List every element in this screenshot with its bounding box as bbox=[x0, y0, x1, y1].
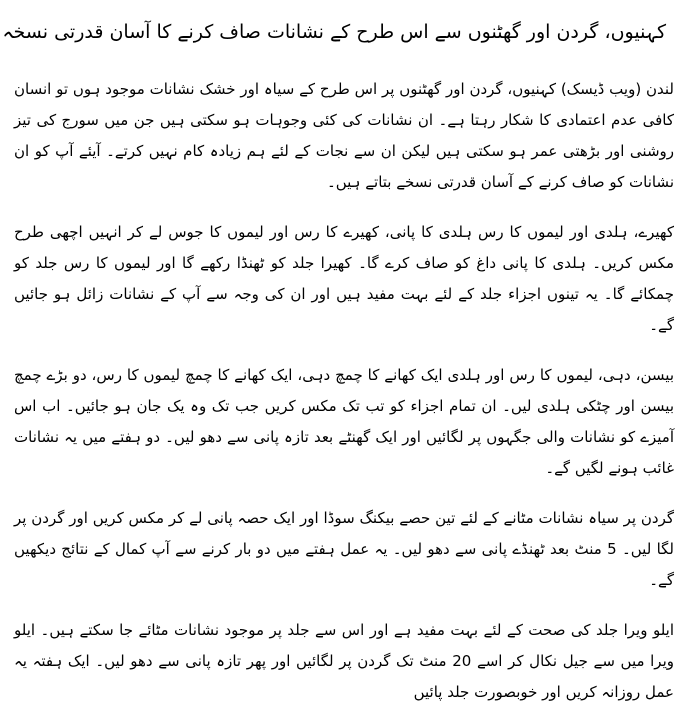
paragraph-cucumber-turmeric-lemon: کھیرے، ہلدی اور لیموں کا رس ہلدی کا پانی، کھیرے کا رس اور لیموں کا جوس لے کر انہیں اچھی طرح مکس کریں۔ ہلدی کا پانی داغ کو صاف کرے گا۔ کھیرا جلد کو ٹھنڈا رکھے گا اور لیموں کا رس جلد کو چمکائے گا۔ یہ تینوں اجزاء جلد کے لئے بہت مفید ہیں اور ان کی وجہ سے آپ کے نشانات زائل ہو جائیں گے۔ bbox=[14, 223, 674, 334]
paragraph-intro: لندن (ویب ڈیسک) کہنیوں، گردن اور گھٹنوں پر اس طرح کے سیاہ اور خشک نشانات موجود ہوں تو انسان کافی عدم اعتمادی کا شکار رہتا ہے۔ ان نشانات کی کئی وجوہات ہو سکتی ہیں جن میں سورج کی تیز روشنی اور بڑھتی عمر ہو سکتی ہیں لیکن ان سے نجات کے لئے ہم زیادہ کام نہیں کرتے۔ آیئے آپ کو ان نشانات کو صاف کرنے کے آسان قدرتی نسخے بتاتے ہیں۔ bbox=[14, 80, 674, 191]
paragraph-aloe-vera: ایلو ویرا جلد کی صحت کے لئے بہت مفید ہے اور اس سے جلد پر موجود نشانات مٹائے جا سکتے ہیں۔ ایلو ویرا میں سے جیل نکال کر اسے 20 منٹ تک گردن پر لگائیں اور پھر تازہ پانی سے دھو لیں۔ ایک ہفتہ یہ عمل روزانہ کریں اور خوبصورت جلد پائیں bbox=[14, 621, 675, 701]
article bbox=[2, 0, 675, 701]
paragraph-gram-flour-yogurt: بیسن، دہی، لیموں کا رس اور ہلدی ایک کھانے کا چمچ دہی، ایک کھانے کا چمچ لیموں کا رس، دو بڑے چمچ بیسن اور چٹکی ہلدی لیں۔ ان تمام اجزاء کو تب تک مکس کریں جب تک وہ یک جان ہو جائیں۔ اب اس آمیزے کو نشانات والی جگہوں پر لگائیں اور ایک گھنٹے بعد تازہ پانی سے دھو لیں۔ دو ہفتے میں یہ نشانات غائب ہونے لگیں گے۔ bbox=[14, 366, 674, 477]
article-title: کہنیوں، گردن اور گھٹنوں سے اس طرح کے نشانات صاف کرنے کا آسان قدرتی نسخہ bbox=[2, 21, 666, 43]
paragraph-baking-soda: گردن پر سیاہ نشانات مٹانے کے لئے تین حصے بیکنگ سوڈا اور ایک حصہ پانی لے کر مکس کریں اور گردن پر لگا لیں۔ 5 منٹ بعد ٹھنڈے پانی سے دھو لیں۔ یہ عمل ہفتے میں دو بار کرنے سے آپ کمال کے نتائج دیکھیں گے۔ bbox=[14, 509, 674, 589]
